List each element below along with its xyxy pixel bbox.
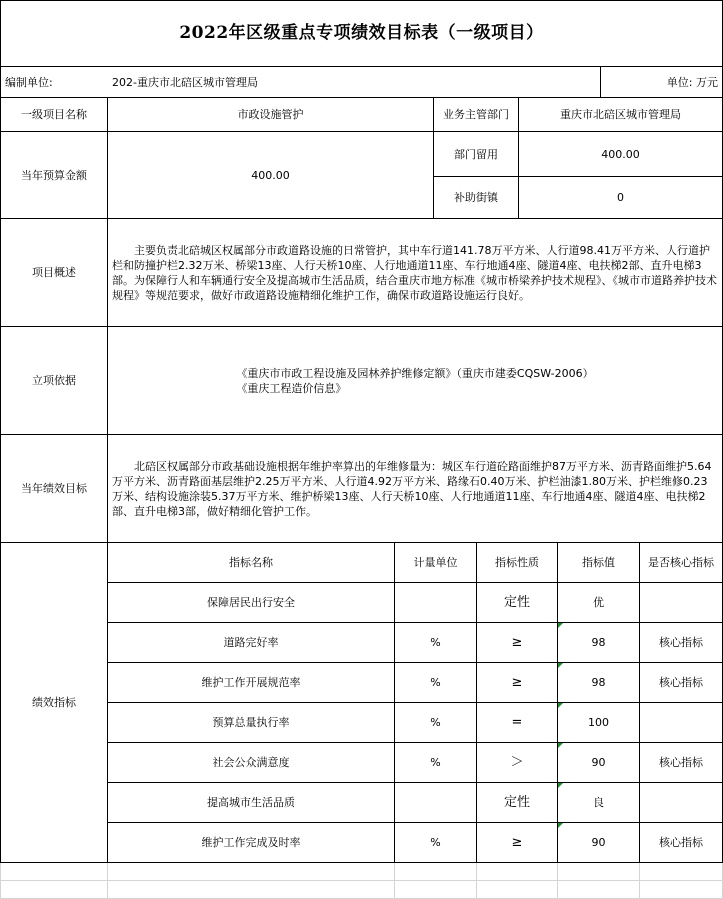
dept-value: 重庆市北碚区城市管理局	[519, 98, 723, 132]
indicator-core: 核心指标	[640, 743, 723, 783]
indicator-name: 道路完好率	[108, 623, 395, 663]
indicator-unit: %	[395, 743, 477, 783]
budget-total: 400.00	[108, 132, 434, 219]
indicator-core: 核心指标	[640, 663, 723, 703]
indicator-unit	[395, 783, 477, 823]
overview-cell	[108, 219, 723, 327]
indicator-name: 维护工作开展规范率	[108, 663, 395, 703]
performance-text: 北碚区权属部分市政基础设施根据年维护率算出的年维修量为：城区车行道砼路面维护87万平方米、沥青路面维护5.64万平方米、沥青路面基层维护2.25万平方米、人行道4.92万平方米、路缘石0.40万米、护栏油漆1.80万米、护栏维修0.23万米、结构设施涂装5.37万平方米、维护桥梁13座、人行天桥10座、人行地通道11座、车行地通4座、隧道4座、电扶梯2部、直升电梯3部，做好精细化管护工作。	[112, 459, 712, 518]
empty-row	[395, 863, 477, 881]
indicators-label: 绩效指标	[0, 543, 108, 863]
comment-marker-icon	[558, 823, 563, 828]
indicator-unit: %	[395, 623, 477, 663]
empty-row	[0, 881, 108, 899]
empty-row	[640, 881, 723, 899]
indicator-nature: =	[477, 703, 558, 743]
budget-label: 当年预算金额	[0, 132, 108, 219]
basis-cell	[108, 327, 723, 435]
indicator-nature: ≥	[477, 663, 558, 703]
empty-row	[558, 881, 640, 899]
org-label: 编制单位:	[0, 67, 108, 98]
indicator-value: 98	[558, 623, 640, 663]
performance-label: 当年绩效目标	[0, 435, 108, 543]
indicator-name: 预算总量执行率	[108, 703, 395, 743]
performance-text-block	[108, 459, 722, 519]
retained-label: 部门留用	[434, 132, 519, 177]
empty-row	[558, 863, 640, 881]
indicator-unit: %	[395, 823, 477, 863]
empty-row	[395, 881, 477, 899]
indicator-unit	[395, 583, 477, 623]
empty-row	[640, 863, 723, 881]
empty-row	[477, 863, 558, 881]
project-name-value: 市政设施管护	[108, 98, 434, 132]
col-header-nature: 指标性质	[477, 543, 558, 583]
indicator-unit: %	[395, 663, 477, 703]
indicator-value: 优	[558, 583, 640, 623]
retained-value: 400.00	[519, 132, 723, 177]
indicator-nature: 定性	[477, 583, 558, 623]
unit-label: 单位: 万元	[601, 67, 723, 98]
basis-line-1: 《重庆市市政工程设施及园林养护维修定额》（重庆市建委CQSW-2006）	[236, 366, 594, 380]
subsidy-value: 0	[519, 177, 723, 219]
indicator-value: 100	[558, 703, 640, 743]
indicator-name: 提高城市生活品质	[108, 783, 395, 823]
indicator-core	[640, 583, 723, 623]
indicator-core: 核心指标	[640, 623, 723, 663]
indicator-name: 维护工作完成及时率	[108, 823, 395, 863]
indicator-core: 核心指标	[640, 823, 723, 863]
comment-marker-icon	[558, 623, 563, 628]
comment-marker-icon	[558, 663, 563, 668]
overview-label: 项目概述	[0, 219, 108, 327]
dept-label: 业务主管部门	[434, 98, 519, 132]
indicator-core	[640, 703, 723, 743]
page-title: 2022年区级重点专项绩效目标表（一级项目）	[0, 0, 723, 67]
indicator-core	[640, 783, 723, 823]
indicator-name: 社会公众满意度	[108, 743, 395, 783]
indicator-value: 98	[558, 663, 640, 703]
comment-marker-icon	[558, 703, 563, 708]
comment-marker-icon	[558, 743, 563, 748]
col-header-core: 是否核心指标	[640, 543, 723, 583]
col-header-unit: 计量单位	[395, 543, 477, 583]
project-name-label: 一级项目名称	[0, 98, 108, 132]
overview-text: 主要负责北碚城区权属部分市政道路设施的日常管护，其中车行道141.78万平方米、人行道98.41万平方米、人行道护栏和防撞护栏2.32万米、桥梁13座、人行天桥10座、人行地通道11座、车行地通4座、隧道4座、电扶梯2部、直升电梯3部。为保障行人和车辆通行安全及提高城市生活品质，结合重庆市地方标准《城市桥梁养护技术规程》、《城市市道路养护技术规程》等规范要求，做好市政道路设施精细化维护工作，确保市政道路设施运行良好。	[112, 243, 717, 302]
indicator-value: 良	[558, 783, 640, 823]
empty-row	[108, 863, 395, 881]
org-value: 202-重庆市北碚区城市管理局	[108, 67, 601, 98]
comment-marker-icon	[558, 783, 563, 788]
empty-row	[108, 881, 395, 899]
basis-list	[232, 366, 597, 396]
indicator-nature: ＞	[477, 743, 558, 783]
indicator-name: 保障居民出行安全	[108, 583, 395, 623]
indicator-unit: %	[395, 703, 477, 743]
basis-line-2: 《重庆工程造价信息》	[236, 381, 347, 395]
indicator-nature: ≥	[477, 623, 558, 663]
col-header-value: 指标值	[558, 543, 640, 583]
empty-row	[0, 863, 108, 881]
overview-text-block	[108, 243, 722, 303]
indicator-value: 90	[558, 743, 640, 783]
performance-cell	[108, 435, 723, 543]
col-header-name: 指标名称	[108, 543, 395, 583]
indicator-nature: ≥	[477, 823, 558, 863]
indicator-value: 90	[558, 823, 640, 863]
empty-row	[477, 881, 558, 899]
subsidy-label: 补助街镇	[434, 177, 519, 219]
basis-label: 立项依据	[0, 327, 108, 435]
indicator-nature: 定性	[477, 783, 558, 823]
